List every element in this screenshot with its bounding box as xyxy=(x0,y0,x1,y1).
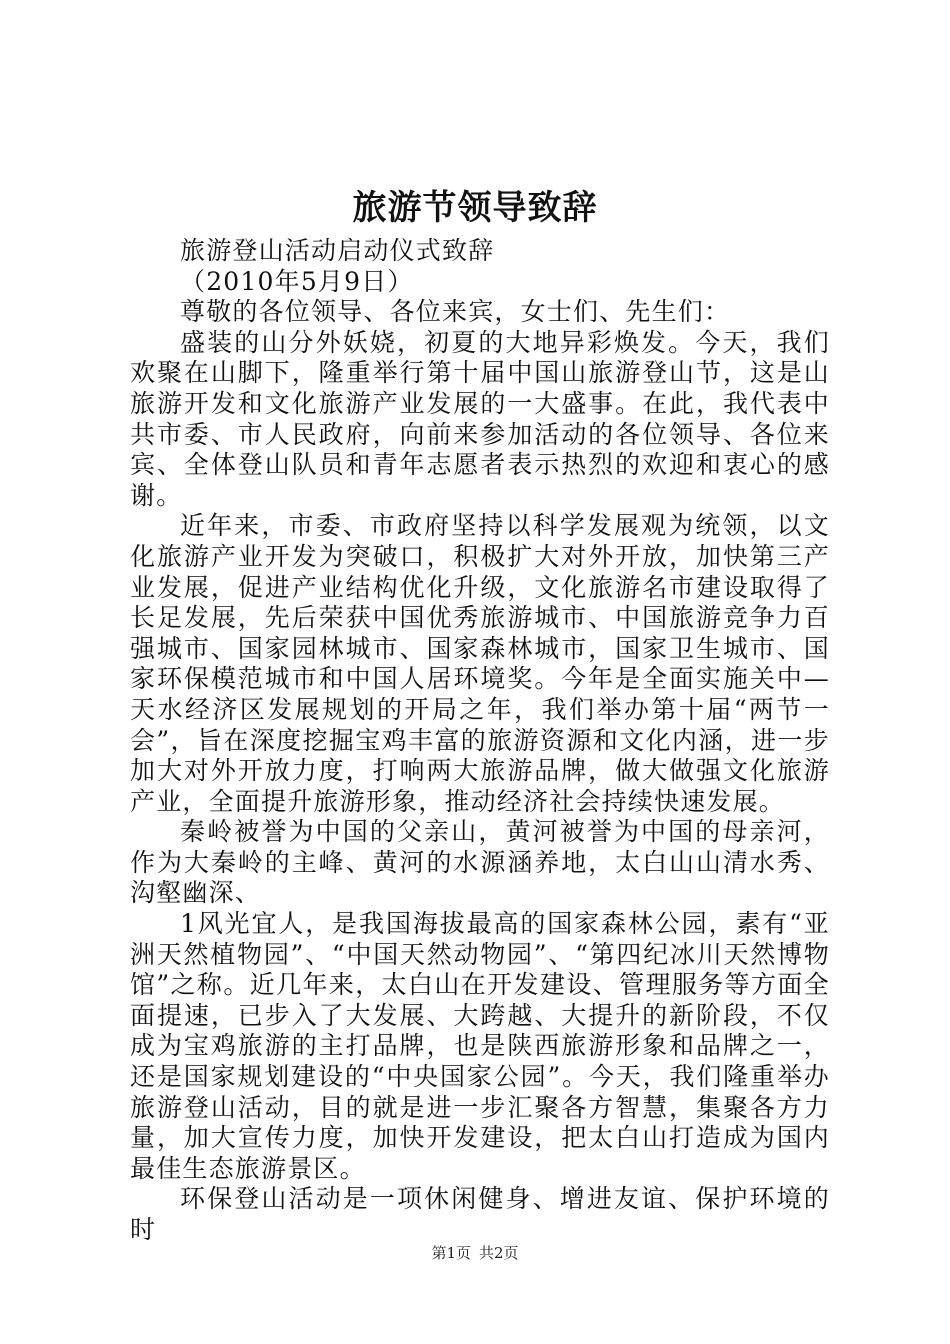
body-paragraph: 环保登山活动是一项休闲健身、增进友谊、保护环境的时 xyxy=(130,1184,830,1244)
body-paragraph: 秦岭被誉为中国的父亲山，黄河被誉为中国的母亲河，作为大秦岭的主峰、黄河的水源涵养地，太白山山清水秀、沟壑幽深、 xyxy=(130,817,830,908)
body-paragraph: 盛装的山分外妖娆，初夏的大地异彩焕发。今天，我们欢聚在山脚下，隆重举行第十届中国山旅游登山节，这是山旅游开发和文化旅游产业发展的一大盛事。在此，我代表中共市委、市人民政府，向前来参加活动的各位领导、各位来宾、全体登山队员和青年志愿者表示热烈的欢迎和衷心的感谢。 xyxy=(130,327,830,510)
page-number: 第1页 xyxy=(431,1244,471,1262)
document-body xyxy=(130,236,830,1246)
body-paragraph: 近年来，市委、市政府坚持以科学发展观为统领，以文化旅游产业开发为突破口，积极扩大对外开放，加快第三产业发展，促进产业结构优化升级，文化旅游名市建设取得了长足发展，先后荣获中国优秀旅游城市、中国旅游竞争力百强城市、国家园林城市、国家森林城市，国家卫生城市、国家环保模范城市和中国人居环境奖。今年是全面实施关中—天水经济区发展规划的开局之年，我们举办第十届“两节一会”，旨在深度挖掘宝鸡丰富的旅游资源和文化内涵，进一步加大对外开放力度，打响两大旅游品牌，做大做强文化旅游产业，全面提升旅游形象，推动经济社会持续快速发展。 xyxy=(130,511,830,816)
body-paragraph: 1风光宜人，是我国海拔最高的国家森林公园，素有“亚洲天然植物园”、“中国天然动物园”、“第四纪冰川天然博物馆”之称。近几年来，太白山在开发建设、管理服务等方面全面提速，已步入了大发展、大跨越、大提升的新阶段，不仅成为宝鸡旅游的主打品牌，也是陕西旅游形象和品牌之一，还是国家规划建设的“中央国家公园”。今天，我们隆重举办旅游登山活动，目的就是进一步汇聚各方智慧，集聚各方力量，加大宣传力度，加快开发建设，把太白山打造成为国内最佳生态旅游景区。 xyxy=(130,909,830,1183)
subtitle-paragraph: 旅游登山活动启动仪式致辞 xyxy=(180,236,495,265)
date-paragraph: （2010年5月9日） xyxy=(180,266,414,296)
document-title: 旅游节领导致辞 xyxy=(352,188,598,228)
salutation-paragraph: 尊敬的各位领导、各位来宾，女士们、先生们： xyxy=(180,297,731,327)
page-total: 共2页 xyxy=(479,1244,519,1262)
page-footer xyxy=(0,1243,950,1263)
